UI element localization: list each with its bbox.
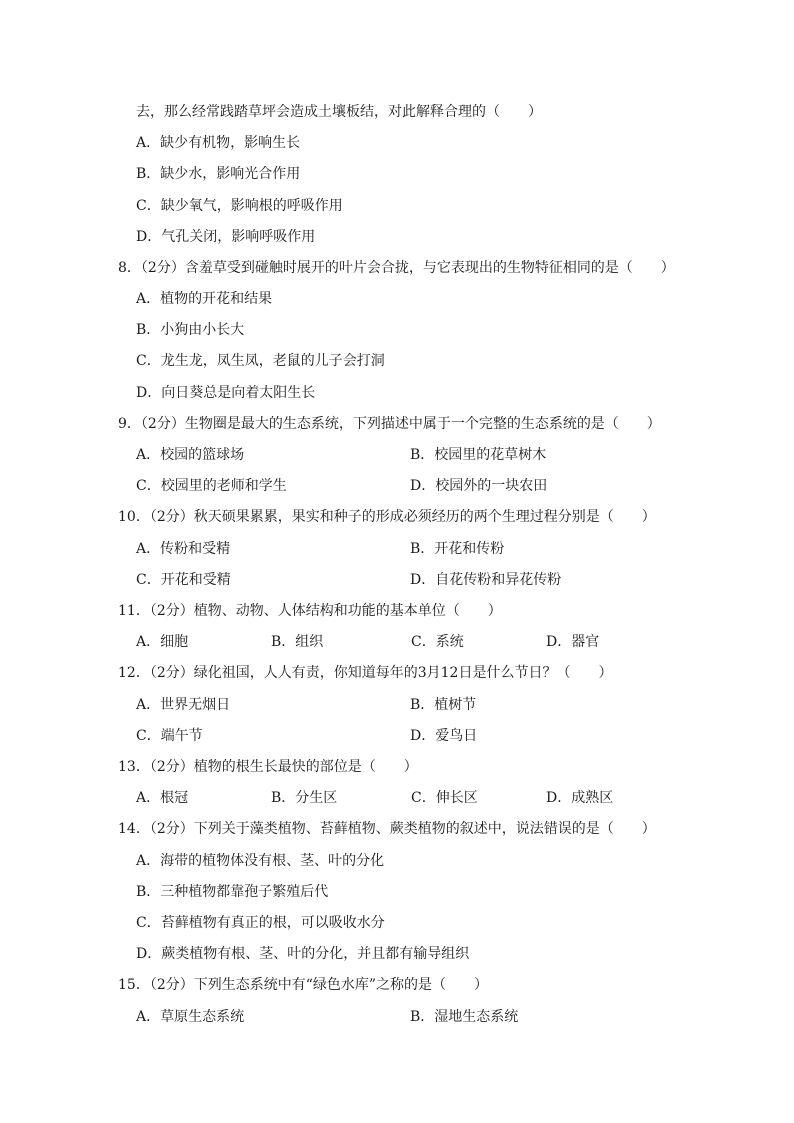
question-10-option-c: C．开花和受精 bbox=[136, 572, 231, 588]
question-13-option-d: D．成熟区 bbox=[546, 790, 614, 806]
question-8-stem: 8．（2分）含羞草受到碰触时展开的叶片会合拢，与它表现出的生物特征相同的是（ ） bbox=[118, 260, 675, 276]
question-9-option-d: D．校园外的一块农田 bbox=[410, 478, 548, 494]
question-7-option-a: A．缺少有机物，影响生长 bbox=[136, 135, 301, 151]
question-8-option-c: C．龙生龙，凤生凤，老鼠的儿子会打洞 bbox=[136, 353, 385, 369]
question-11-stem: 11．（2分）植物、动物、人体结构和功能的基本单位（ ） bbox=[118, 603, 502, 619]
question-14-stem: 14．（2分）下列关于藻类植物、苔藓植物、蕨类植物的叙述中，说法错误的是（ ） bbox=[118, 821, 656, 837]
question-9-stem: 9．（2分）生物圈是最大的生态系统，下列描述中属于一个完整的生态系统的是（ ） bbox=[118, 416, 661, 432]
question-12-option-a: A．世界无烟日 bbox=[136, 697, 231, 713]
question-12-option-b: B．植树节 bbox=[410, 697, 477, 713]
question-10-option-a: A．传粉和受精 bbox=[136, 541, 231, 557]
question-11-option-a: A．细胞 bbox=[136, 634, 189, 650]
question-12-stem: 12．（2分）绿化祖国，人人有责，你知道每年的3月12日是什么节日？（ ） bbox=[118, 665, 613, 681]
question-12-option-d: D．爱鸟日 bbox=[410, 728, 478, 744]
question-15-stem: 15．（2分）下列生态系统中有“绿色水库”之称的是（ ） bbox=[118, 977, 489, 993]
question-9-option-a: A．校园的篮球场 bbox=[136, 447, 245, 463]
question-10-option-b: B．开花和传粉 bbox=[410, 541, 505, 557]
question-12-option-c: C．端午节 bbox=[136, 728, 203, 744]
question-9-option-c: C．校园里的老师和学生 bbox=[136, 478, 287, 494]
question-14-option-a: A．海带的植物体没有根、茎、叶的分化 bbox=[136, 853, 385, 869]
question-8-option-b: B．小狗由小长大 bbox=[136, 322, 245, 338]
question-14-option-b: B．三种植物都靠孢子繁殖后代 bbox=[136, 884, 329, 900]
question-7-option-b: B．缺少水，影响光合作用 bbox=[136, 166, 301, 182]
question-11-option-c: C．系统 bbox=[411, 634, 464, 650]
question-10-option-d: D．自花传粉和异花传粉 bbox=[410, 572, 562, 588]
question-13-option-c: C．伸长区 bbox=[411, 790, 478, 806]
question-13-option-b: B．分生区 bbox=[271, 790, 338, 806]
question-9-option-b: B．校园里的花草树木 bbox=[410, 447, 547, 463]
question-13-stem: 13．（2分）植物的根生长最快的部位是（ ） bbox=[118, 759, 418, 775]
question-15-option-b: B．湿地生态系统 bbox=[410, 1009, 519, 1025]
question-11-option-b: B．组织 bbox=[271, 634, 324, 650]
question-8-option-a: A．植物的开花和结果 bbox=[136, 291, 273, 307]
question-14-option-d: D．蕨类植物有根、茎、叶的分化，并且都有输导组织 bbox=[136, 946, 470, 962]
question-8-option-d: D．向日葵总是向着太阳生长 bbox=[136, 385, 316, 401]
question-7-option-c: C．缺少氧气，影响根的呼吸作用 bbox=[136, 198, 343, 214]
question-10-stem: 10．（2分）秋天硕果累累，果实和种子的形成必须经历的两个生理过程分别是（ ） bbox=[118, 509, 656, 525]
question-13-option-a: A．根冠 bbox=[136, 790, 189, 806]
question-11-option-d: D．器官 bbox=[546, 634, 600, 650]
question-7-stem-continued: 去，那么经常践踏草坪会造成土壤板结，对此解释合理的（ ） bbox=[136, 104, 542, 120]
question-14-option-c: C．苔藓植物有真正的根，可以吸收水分 bbox=[136, 915, 385, 931]
question-7-option-d: D．气孔关闭，影响呼吸作用 bbox=[136, 229, 316, 245]
question-15-option-a: A．草原生态系统 bbox=[136, 1009, 245, 1025]
